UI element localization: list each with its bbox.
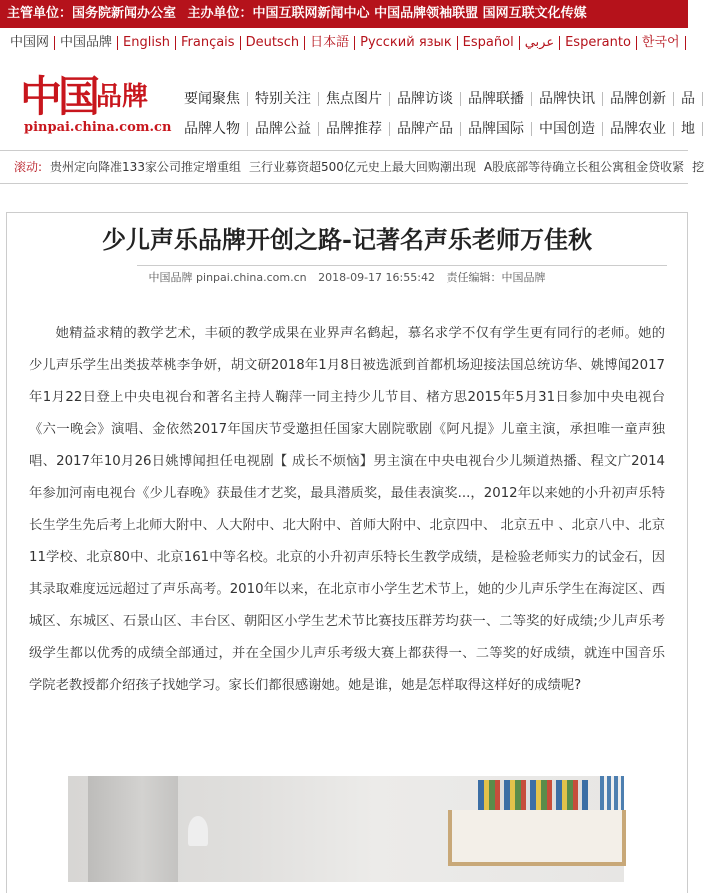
nav-item[interactable]: 品牌公益 — [248, 122, 319, 136]
photo-books-right — [600, 776, 624, 810]
photo-curtain — [88, 776, 178, 882]
ticker-item[interactable]: A股底部等待确立长租公寓租金贷收紧 — [483, 160, 685, 174]
ticker-label: 滚动: — [14, 160, 43, 174]
organizers-text: 主办单位：中国互联网新闻中心 中国品牌领袖联盟 国网互联文化传媒 — [187, 6, 587, 21]
lang-link-french[interactable]: Français — [176, 36, 241, 50]
nav-item[interactable]: 品牌人物 — [184, 122, 248, 136]
nav-item[interactable]: 品牌国际 — [461, 122, 532, 136]
title-divider — [137, 265, 667, 266]
nav-item[interactable]: 地 — [674, 122, 703, 136]
lang-link-spanish[interactable]: Español — [458, 36, 520, 50]
article-body — [29, 318, 665, 702]
nav-item[interactable]: 品牌快讯 — [532, 92, 603, 106]
logo-mark: 中国 — [20, 72, 97, 121]
nav-item[interactable]: 焦点图片 — [319, 92, 390, 106]
nav-item[interactable]: 品牌创新 — [603, 92, 674, 106]
photo-books — [478, 780, 588, 810]
nav-item[interactable]: 品牌联播 — [461, 92, 532, 106]
nav-item[interactable]: 特别关注 — [248, 92, 319, 106]
photo-lamp — [188, 816, 208, 846]
lang-link-german[interactable]: Deutsch — [241, 36, 306, 50]
lang-link-arabic[interactable]: عربي — [520, 36, 560, 50]
site-logo[interactable] — [20, 62, 170, 142]
nav-item[interactable]: 品牌推荐 — [319, 122, 390, 136]
top-banner — [0, 0, 688, 28]
article-source: 中国品牌 pinpai.china.com.cn — [148, 271, 307, 284]
article-editor: 责任编辑：中国品牌 — [446, 271, 546, 284]
article-datetime: 2018-09-17 16:55:42 — [318, 271, 435, 284]
nav-item[interactable]: 品牌访谈 — [390, 92, 461, 106]
lang-link-china[interactable]: 中国网 — [0, 36, 55, 50]
ticker-item[interactable]: 贵州定向降准133家公司推定增重组 — [50, 160, 241, 174]
logo-brand: 品牌 — [96, 82, 149, 112]
nav-item[interactable]: 品 — [674, 92, 703, 106]
nav-item[interactable]: 要闻聚焦 — [184, 92, 248, 106]
article-paragraph: 她精益求精的教学艺术，丰硕的教学成果在业界声名鹤起，慕名求学不仅有学生更有同行的老师。她的少儿声乐学生出类拔萃桃李争妍，胡文研2018年1月8日被选派到首都机场迎接法国总统访华、姚博闻2017年1月22日登上中央电视台和著名主持人鞠萍一同主持少儿节目、楮方思2015年5月31日参加中央电视台《六一晚会》演唱、金依然2017年国庆节受邀担任国家大剧院歌剧《阿凡提》儿童主演，承担唯一童声独唱、2017年10月26日姚博闻担任电视剧【 成长不烦恼】男主演在中央电视台少儿频道热播、程文广2014年参加河南电视台《少儿春晚》获最佳才艺奖，最具潜质奖，最佳表演奖...，2012年以来她的小升初声乐特长生学生先后考上北师大附中、人大附中、北大附中、首师大附中、北京四中、 北京五中 、北京八中、北京11学校、北京80中、北京161中等名校。北京的小升初声乐特长生教学成绩，是检验老师实力的试金石，因其录取难度远远超过了声乐高考。2010年以来，在北京市小学生艺术节上，她的少儿声乐学生在海淀区、西城区、东城区、石景山区、丰台区、朝阳区小学生艺术节比赛技压群芳均获一、二等奖的好成绩;少儿声乐考级学生都以优秀的成绩全部通过，并在全国少儿声乐考级大赛上都获得一、二等奖的好成绩，就连中国音乐学院老教授都介绍孩子找她学习。家长们都很感谢她。她是谁，她是怎样取得这样好的成绩呢? — [29, 326, 665, 693]
lang-link-esperanto[interactable]: Esperanto — [560, 36, 637, 50]
nav-item[interactable]: 品牌产品 — [390, 122, 461, 136]
lang-link-brand[interactable]: 中国品牌 — [55, 36, 118, 50]
ticker-item[interactable]: 三行业募资超500亿元史上最大回购潮出现 — [248, 160, 476, 174]
article-title: 少儿声乐品牌开创之路-记著名声乐老师万佳秋 — [102, 225, 592, 254]
ticker-item[interactable]: 挖 — [692, 160, 705, 174]
language-bar — [0, 32, 688, 54]
lang-link-english[interactable]: English — [118, 36, 176, 50]
article-photo — [68, 776, 624, 882]
nav-item[interactable]: 品牌农业 — [603, 122, 674, 136]
nav-item[interactable]: 中国创造 — [532, 122, 603, 136]
lang-link-japanese[interactable]: 日本語 — [305, 36, 355, 50]
news-ticker — [0, 150, 705, 184]
logo-domain: pinpai.china.com.cn — [24, 120, 172, 135]
photo-shelf — [448, 810, 626, 866]
lang-link-russian[interactable]: Русский язык — [355, 36, 458, 50]
article-meta — [7, 269, 687, 287]
main-nav-row-1 — [184, 88, 704, 110]
supervisor-text: 主管单位：国务院新闻办公室 — [7, 6, 177, 21]
lang-link-korean[interactable]: 한국어 — [637, 36, 686, 50]
main-nav-row-2 — [184, 118, 704, 140]
